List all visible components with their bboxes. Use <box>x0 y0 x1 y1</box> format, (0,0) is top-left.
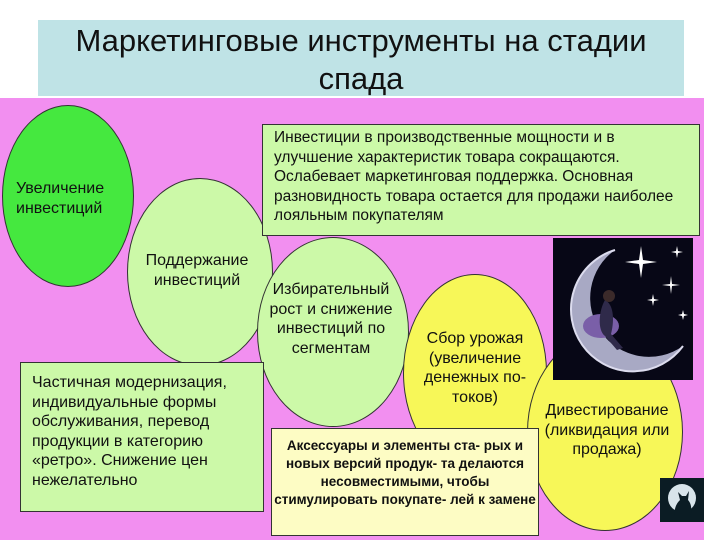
maintain-investment-label: Поддержание инвестиций <box>145 252 249 289</box>
page-title: Маркетинговые инструменты на стадии спада <box>75 23 647 96</box>
accessories-note-text: Аксессуары и элементы ста- рых и новых версий продук- та делаются несовместимыми, чтобы стимулировать покупате- лей к замене <box>274 438 536 507</box>
modernization-note-text: Частичная модернизация, индивидуальные формы обслуживания, перевод продукции в категорию «ретро». Снижение цен нежелательно <box>32 374 227 489</box>
investment-note-text: Инвестиции в производственные мощности и в улучшение характеристик товара сокращаются. Ослабевает маркетинговая поддержка. Основная разновидность товара остается для продажи наиболее лояльным покупателям <box>274 129 674 224</box>
increase-investment-label: Увеличение инвестиций <box>16 180 105 217</box>
selective-label: Избирательный рост и снижение инвестиций по сегментам <box>269 281 393 357</box>
harvest-label: Сбор урожая (увеличение денежных по- токов) <box>423 330 527 406</box>
cat-picture <box>660 478 704 522</box>
divest-label: Дивестирование (ликвидация или продажа) <box>544 402 670 458</box>
moon-picture <box>553 238 693 380</box>
